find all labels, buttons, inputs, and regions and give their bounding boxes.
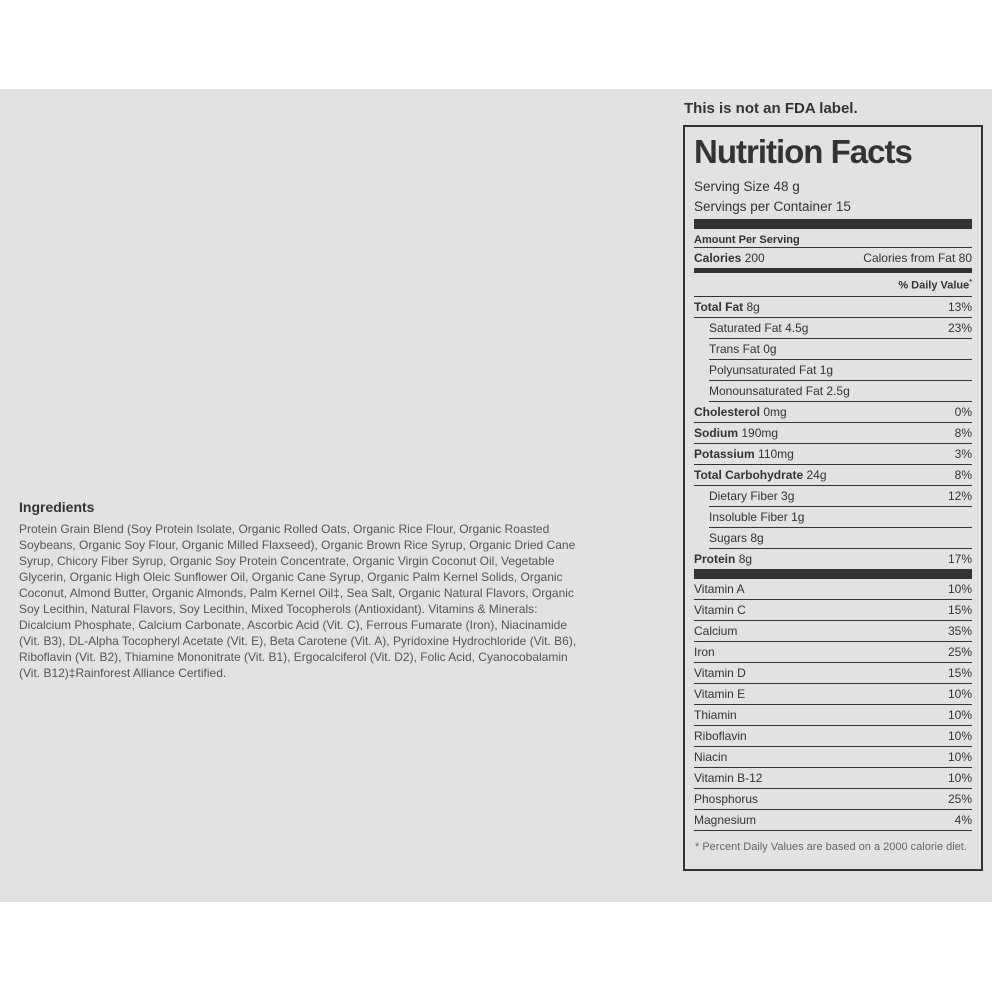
ingredients-text: Protein Grain Blend (Soy Protein Isolate, Organic Rolled Oats, Organic Rice Flour, Organic Roasted Soybeans, Organic Soy Flour, Organic Milled Flaxseed), Organic Brown Rice Syrup, Organic Dried Cane Syrup, Chicory Fiber Syrup, Organic Soy Protein Concentrate, Organic Virgin Coconut Oil, Vegetable Glycerin, Organic High Oleic Sunflower Oil, Organic Cane Syrup, Organic Palm Kernel Solids, Organic Coconut, Almond Butter, Organic Almonds, Palm Kernel Oil‡, Sea Salt, Organic Natural Flavors, Organic Soy Lecithin, Natural Flavors, Soy Lecithin, Mixed Tocopherols (Antioxidant). Vitamins & Minerals: Dicalcium Phosphate, Calcium Carbonate, Ascorbic Acid (Vit. C), Ferrous Fumarate (Iron), Niacinamide (Vit. B3), DL-Alpha Tocopheryl Acetate (Vit. E), Beta Carotene (Vit. A), Pyridoxine Hydrochloride (Vit. B6), Riboflavin (Vit. B2), Thiamine Mononitrate (Vit. B1), Ergocalciferol (Vit. D2), Folic Acid, Cyanocobalamin (Vit. B12)‡Rainforest Alliance Certified. [19, 522, 577, 680]
nutrient-name: Monounsaturated Fat 2.5g [709, 383, 850, 398]
vitamin-daily-value: 10% [947, 728, 972, 743]
vitamin-row [694, 684, 972, 705]
nutrient-daily-value: 12% [947, 488, 972, 503]
nutrient-daily-value: 0% [954, 404, 972, 419]
vitamin-daily-value: 25% [947, 791, 972, 806]
nutrient-daily-value: 8% [954, 467, 972, 482]
vitamin-name: Iron [694, 644, 715, 659]
vitamin-row [694, 768, 972, 789]
nutrient-name: Total Fat 8g [694, 299, 760, 314]
thick-divider [694, 219, 972, 229]
nutrient-row [709, 360, 972, 381]
vitamin-list [694, 579, 972, 831]
vitamin-name: Riboflavin [694, 728, 747, 743]
nutrient-daily-value: 8% [954, 425, 972, 440]
vitamin-row [694, 726, 972, 747]
vitamin-name: Vitamin E [694, 686, 746, 701]
vitamin-daily-value: 10% [947, 707, 972, 722]
nutrient-row [709, 507, 972, 528]
vitamin-name: Vitamin D [694, 665, 746, 680]
ingredients-heading: Ingredients [19, 499, 95, 515]
nutrient-name: Protein 8g [694, 551, 753, 566]
vitamin-daily-value: 35% [947, 623, 972, 638]
nutrient-name: Polyunsaturated Fat 1g [709, 362, 834, 377]
vitamin-name: Vitamin C [694, 602, 746, 617]
nutrient-name: Saturated Fat 4.5g [709, 320, 809, 335]
nutrient-row [694, 402, 972, 423]
vitamin-name: Niacin [694, 749, 728, 764]
vitamin-daily-value: 4% [954, 812, 972, 827]
nutrient-row [709, 381, 972, 402]
nutrient-row [709, 318, 972, 339]
vitamin-row [694, 579, 972, 600]
nutrient-row [694, 444, 972, 465]
footnote: * Percent Daily Values are based on a 2000 calorie diet. [695, 840, 967, 853]
nutrient-name: Potassium 110mg [694, 446, 794, 461]
calories-from-fat: Calories from Fat 80 [863, 251, 972, 265]
nutrient-daily-value: 23% [947, 320, 972, 335]
vitamin-daily-value: 15% [947, 602, 972, 617]
vitamin-name: Thiamin [694, 707, 737, 722]
vitamin-daily-value: 25% [947, 644, 972, 659]
nutrient-list [694, 297, 972, 569]
calories: Calories 200 [694, 251, 765, 265]
vitamin-daily-value: 10% [947, 686, 972, 701]
nutrient-daily-value: 13% [947, 299, 972, 314]
vitamin-row [694, 600, 972, 621]
vitamin-row [694, 642, 972, 663]
nutrient-name: Sodium 190mg [694, 425, 779, 440]
nutrient-name: Insoluble Fiber 1g [709, 509, 805, 524]
nutrient-name: Sugars 8g [709, 530, 764, 545]
vitamin-row [694, 810, 972, 831]
nutrient-row [694, 297, 972, 318]
nutrient-row [694, 465, 972, 486]
nutrient-row [709, 486, 972, 507]
fda-disclaimer: This is not an FDA label. [684, 100, 858, 117]
vitamin-row [694, 789, 972, 810]
daily-value-header: % Daily Value* [694, 273, 972, 297]
nutrition-facts-title: Nutrition Facts [694, 133, 912, 170]
vitamin-name: Vitamin B-12 [694, 770, 763, 785]
servings-per-container: Servings per Container 15 [694, 199, 851, 214]
nutrient-row [694, 423, 972, 444]
nutrient-name: Total Carbohydrate 24g [694, 467, 827, 482]
nutrient-name: Dietary Fiber 3g [709, 488, 795, 503]
vitamin-daily-value: 10% [947, 749, 972, 764]
thick-divider [694, 569, 972, 579]
nutrition-facts-label [683, 125, 983, 871]
serving-size: Serving Size 48 g [694, 179, 800, 194]
vitamin-name: Phosphorus [694, 791, 759, 806]
nutrient-name: Trans Fat 0g [709, 341, 777, 356]
calories-row [694, 247, 972, 266]
ingredients-section [19, 499, 579, 681]
nutrient-row [694, 549, 972, 569]
vitamin-name: Vitamin A [694, 581, 745, 596]
nutrient-daily-value: 17% [947, 551, 972, 566]
vitamin-daily-value: 10% [947, 770, 972, 785]
vitamin-daily-value: 15% [947, 665, 972, 680]
vitamin-row [694, 747, 972, 768]
nutrient-name: Cholesterol 0mg [694, 404, 787, 419]
vitamin-row [694, 663, 972, 684]
amount-per-serving: Amount Per Serving [694, 234, 800, 246]
vitamin-row [694, 621, 972, 642]
vitamin-name: Magnesium [694, 812, 757, 827]
nutrient-row [709, 528, 972, 549]
nutrient-row [709, 339, 972, 360]
vitamin-name: Calcium [694, 623, 738, 638]
nutrient-daily-value: 3% [954, 446, 972, 461]
vitamin-daily-value: 10% [947, 581, 972, 596]
vitamin-row [694, 705, 972, 726]
